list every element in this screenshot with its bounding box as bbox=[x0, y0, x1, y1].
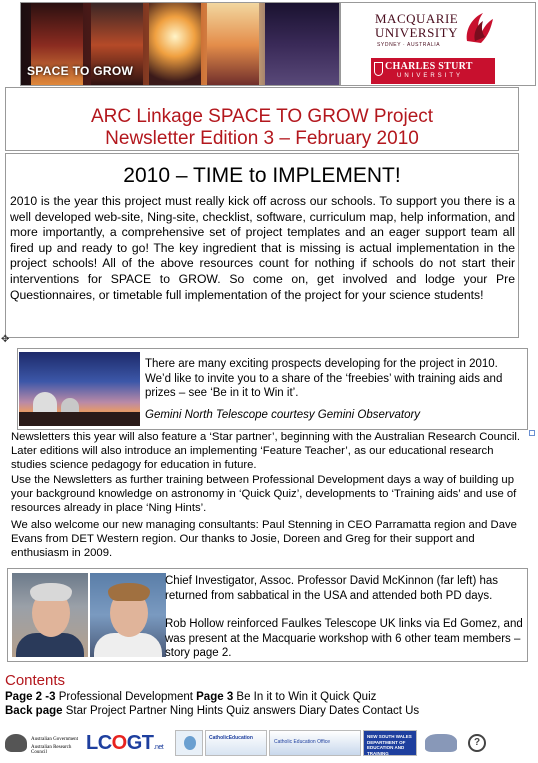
australian-government-logo: Australian Government Australian Research Council bbox=[3, 730, 83, 756]
newsletter-title-box bbox=[5, 87, 519, 151]
contents-line-2: Back page Star Project Partner Ning Hints Quiz answers Diary Dates Contact Us bbox=[5, 705, 420, 717]
resize-handle[interactable] bbox=[529, 430, 535, 436]
csu-crest-icon bbox=[374, 62, 383, 76]
mckinnon-news-text: Chief Investigator, Assoc. Professor David McKinnon (far left) has returned from sabbatical in the USA and attended both PD days. bbox=[165, 575, 499, 602]
macquarie-logo-text: MACQUARIE UNIVERSITY bbox=[375, 11, 459, 40]
consultants-paragraph: We also welcome our new managing consultants: Paul Stenning in CEO Parramatta region and Dave Evans from DET Western region. Our thanks to Josie, Doreen and Greg for their support and enthusiasm in 2009. bbox=[11, 519, 517, 559]
lcogt-logo: LCOGT.net bbox=[86, 732, 164, 754]
david-mckinnon-photo bbox=[12, 573, 88, 657]
partner-logos-box bbox=[340, 2, 536, 86]
banner-title: SPACE TO GROW bbox=[27, 64, 134, 78]
water-drop-logo bbox=[175, 730, 203, 756]
catholic-education-office-logo: Catholic Education Office bbox=[269, 730, 361, 756]
star-partner-paragraph: Newsletters this year will also feature a ‘Star partner’, beginning with the Australian Research Council. Later editions will also introduce an implementing ‘Feature Teacher’, as our educational research studies science pedagogy for education in future. bbox=[11, 431, 521, 471]
contents-line-1: Page 2 -3 Professional Development Page 3 Be In it to Win it Quick Quiz bbox=[5, 691, 377, 703]
header-banner-image bbox=[20, 2, 340, 86]
telescope-feature-text: There are many exciting prospects developing for the project in 2010. We’d like to invite you to a share of the ‘freebies’ with training aids and prizes – see ‘Be in it to Win it’. bbox=[145, 358, 503, 399]
question-mark-icon: ? bbox=[468, 734, 486, 752]
main-article-body: 2010 is the year this project must really kick off across our schools. To support you there is a well developed web-site, Ning-site, checklist, software, curriculum map, help information, and more importantly, a comprehensive set of project templates and an eager support team all fired up and ready to go! The key ingredient that is missing is actual implementation in the project schools! All of the above resources count for nothing if schools do not start their interventions for SPACE to GROW. So come on, get involved and lodge your Pre Questionnaires, or timetable full implementation of the project for your science students! bbox=[10, 194, 515, 302]
nsw-det-logo: NEW SOUTH WALES DEPARTMENT OF EDUCATION AND TRAINING bbox=[363, 730, 417, 756]
hollow-news-text: Rob Hollow reinforced Faulkes Telescope UK links via Ed Gomez, and was present at the Macquarie workshop with 6 other team members – story page 2. bbox=[165, 618, 523, 659]
training-paragraph: Use the Newsletters as further training between Professional Development days a way of building up your background knowledge on astronomy in ‘Quick Quiz’, developments to ‘Training aids’ and use of resources already in place ‘Ning Hints’. bbox=[11, 474, 517, 514]
newsletter-title: ARC Linkage SPACE TO GROW Project bbox=[90, 106, 434, 127]
main-article-box bbox=[5, 153, 519, 338]
telescope-feature-box bbox=[17, 348, 528, 430]
newsletter-edition: Newsletter Edition 3 – February 2010 bbox=[105, 128, 419, 149]
crest-logo bbox=[421, 730, 461, 756]
telescope-photo-credit: Gemini North Telescope courtesy Gemini Observatory bbox=[145, 409, 421, 421]
coat-of-arms-icon bbox=[5, 734, 27, 752]
team-news-box bbox=[7, 568, 528, 662]
question-logo bbox=[466, 730, 486, 756]
catholic-education-logo: CatholicEducation bbox=[205, 730, 267, 756]
gemini-telescope-photo bbox=[19, 352, 140, 426]
contents-heading: Contents bbox=[5, 672, 66, 689]
rob-hollow-photo bbox=[90, 573, 166, 657]
main-article-heading: 2010 – TIME to IMPLEMENT! bbox=[123, 164, 401, 187]
move-handle-icon[interactable]: ✥ bbox=[1, 334, 10, 345]
macquarie-logo-subtitle: SYDNEY · AUSTRALIA bbox=[377, 42, 441, 48]
crest-icon bbox=[425, 734, 457, 752]
charles-sturt-logo: CHARLES STURT UNIVERSITY bbox=[371, 58, 495, 84]
droplet-icon bbox=[184, 736, 196, 750]
macquarie-flame-icon bbox=[461, 9, 497, 45]
